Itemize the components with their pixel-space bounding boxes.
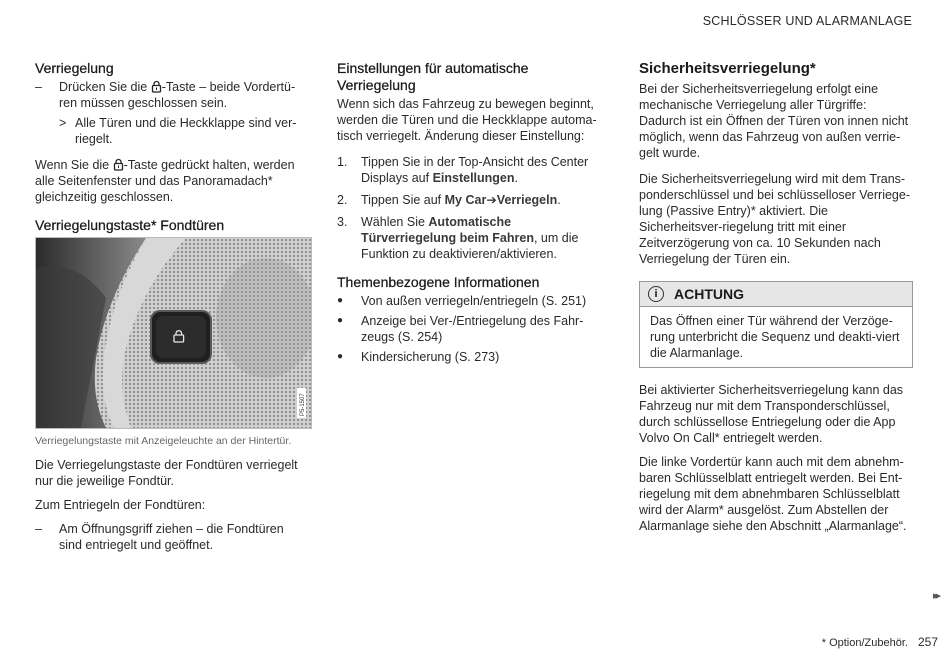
bullet-icon: ●	[337, 351, 344, 362]
list-item	[35, 521, 310, 553]
menu-term-verriegeln: Verriegeln	[496, 193, 558, 207]
paragraph: Die linke Vordertür kann auch mit dem abnehm-baren Schlüsselblatt entriegelt werden. Bei Ent-riegelung mit dem abnehmbaren Schlüsselblatt wird der Alarm* ausgelöst. Zum Abstellen der Alarmanlage siehe den Abschnitt „Alarmanlage“.	[639, 455, 907, 533]
warning-title: ACHTUNG	[674, 286, 744, 302]
door-lock-button-photo	[35, 237, 312, 429]
bullet-icon: ●	[337, 295, 344, 306]
menu-term-einstellungen: Einstellungen	[432, 171, 515, 185]
heading-auto-verriegelung: Einstellungen für automatische Verriegelung	[337, 60, 529, 93]
heading-themen: Themenbezogene Informationen	[337, 274, 540, 290]
lock-icon	[151, 80, 162, 93]
paragraph: Wenn Sie die -Taste gedrückt halten, werden alle Seitenfenster und das Panoramadach* gleichzeitig geschlossen.	[35, 158, 295, 204]
menu-term-auto-tuerverriegelung: Automatische Türverriegelung beim Fahren	[361, 215, 534, 245]
related-link[interactable]: Kindersicherung (S. 273)	[361, 350, 500, 364]
list-item	[35, 79, 310, 111]
paragraph: Bei aktivierter Sicherheitsverriegelung kann das Fahrzeug nur mit dem Transponderschlüssel, durch schlüssellose Entriegelung oder die App Volvo On Call* entriegelt werden.	[639, 383, 904, 445]
paragraph: Die Sicherheitsverriegelung wird mit dem Trans-ponderschlüssel und bei schlüsselloser Verriege-lung (Passive Entry)* aktiviert. Die Sicherheitsver-riegelung tritt mit einer Zeitverzögerung von ca. 10 Sekunden nach Verriegelung der Türen ein.	[639, 172, 910, 266]
list-item	[337, 293, 599, 309]
dash-marker: –	[35, 522, 42, 536]
paragraph: Zum Entriegeln der Fondtüren:	[35, 498, 206, 512]
column-middle	[337, 60, 599, 369]
page-number: 257	[917, 635, 938, 649]
list-item	[337, 154, 599, 186]
next-page-icon[interactable]: ▸▸	[932, 590, 938, 602]
footnote: * Option/Zubehör.	[821, 637, 908, 649]
warning-header	[640, 282, 912, 307]
bullet-icon: ●	[337, 315, 344, 326]
heading-sicherheitsverriegelung: Sicherheitsverriegelung*	[639, 60, 816, 77]
door-panel-illustration	[36, 238, 311, 428]
running-header: SCHLÖSSER UND ALARMANLAGE	[702, 14, 912, 28]
related-link[interactable]: Anzeige bei Ver-/Entriegelung des Fahr-zeugs (S. 254)	[361, 314, 584, 344]
result-marker: >	[59, 116, 67, 130]
list-item	[337, 313, 599, 345]
arrow-right-icon: ➔	[486, 193, 497, 207]
heading-verriegelung: Verriegelung	[35, 60, 114, 76]
list-item-text: Drücken Sie die -Taste – beide Vordertü-ren müssen geschlossen sein.	[59, 80, 296, 110]
list-item-text: Wählen Sie Automatische Türverriegelung beim Fahren, um die Funktion zu deaktivieren/aktivieren.	[361, 215, 579, 261]
column-right	[639, 60, 913, 542]
column-left	[35, 60, 310, 557]
list-item	[337, 214, 599, 262]
list-item-text: Alle Türen und die Heckklappe sind ver-riegelt.	[75, 116, 297, 146]
related-link[interactable]: Von außen verriegeln/entriegeln (S. 251)	[361, 294, 587, 308]
dash-marker: –	[35, 80, 42, 94]
list-item-text: Am Öffnungsgriff ziehen – die Fondtüren sind entriegelt und geöffnet.	[59, 522, 284, 552]
step-number: 3.	[337, 215, 348, 229]
list-item	[59, 115, 310, 147]
warning-text: Das Öffnen einer Tür während der Verzöge-rung unterbricht die Sequenz und deakti-viert die Alarmanlage.	[650, 314, 900, 360]
paragraph: Bei der Sicherheitsverriegelung erfolgt eine mechanische Verriegelung aller Türgriffe: Dadurch ist ein Öffnen der Türen von innen nicht möglich, wenn das Fahrzeug von außen verrie-gelt wurde.	[639, 82, 909, 160]
menu-term-my-car: My Car	[444, 193, 487, 207]
paragraph: Die Verriegelungstaste der Fondtüren verriegelt nur die jeweilige Fondtür.	[35, 458, 298, 488]
info-icon: i	[648, 286, 664, 302]
list-item-text: Tippen Sie auf My Car➔Verriegeln.	[361, 193, 561, 207]
heading-verriegelungstaste: Verriegelungstaste* Fondtüren	[35, 217, 225, 233]
list-item	[337, 349, 599, 365]
list-item-text: Tippen Sie in der Top-Ansicht des Center Displays auf Einstellungen.	[361, 155, 589, 185]
lock-icon	[113, 158, 124, 171]
page-footer	[822, 634, 938, 651]
warning-box	[639, 281, 913, 368]
paragraph: Wenn sich das Fahrzeug zu bewegen beginnt, werden die Türen und die Heckklappe automa-tisch verriegelt. Änderung dieser Einstellung:	[337, 97, 597, 143]
photo-code: P5-1507	[300, 393, 306, 416]
step-number: 1.	[337, 155, 348, 169]
step-number: 2.	[337, 193, 348, 207]
photo-caption: Verriegelungstaste mit Anzeigeleuchte an der Hintertür.	[35, 435, 292, 447]
list-item	[337, 192, 599, 208]
